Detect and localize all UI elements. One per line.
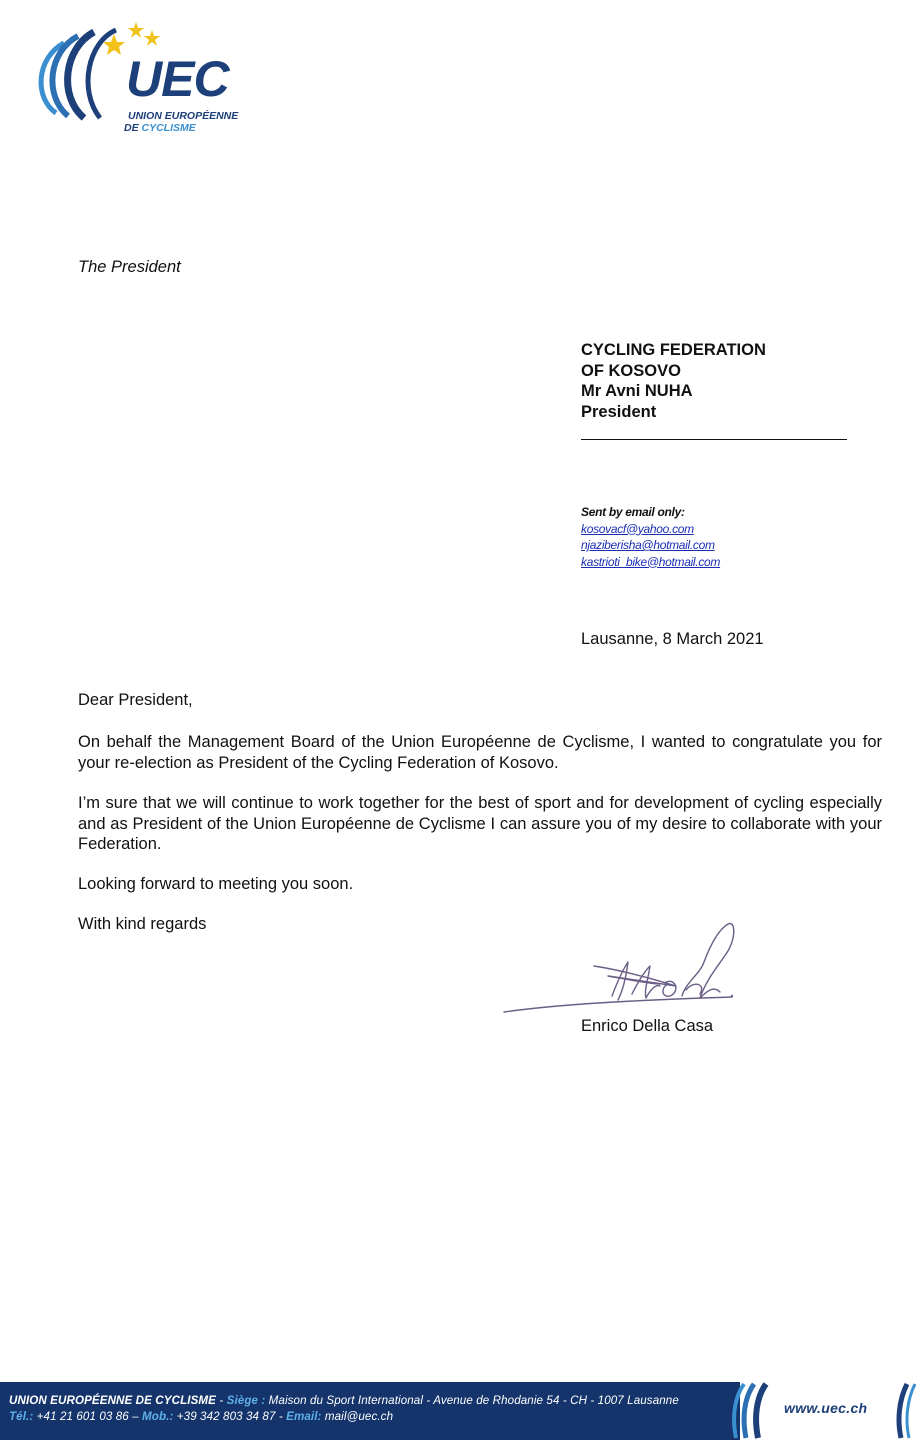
signature-dot: [731, 995, 733, 997]
closing-line: With kind regards: [78, 915, 207, 933]
email-link[interactable]: njaziberisha@hotmail.com: [581, 538, 715, 552]
email-link[interactable]: kastrioti_bike@hotmail.com: [581, 554, 721, 569]
star-icon: [144, 30, 160, 46]
signature-stroke: [612, 962, 628, 1000]
uec-logo: [26, 18, 266, 134]
signature-stroke: [686, 984, 702, 994]
swoosh-arc: [756, 1384, 766, 1438]
footer-seat-address: Maison du Sport International - Avenue de Rhodanie 54 - CH - 1007 Lausanne: [265, 1394, 679, 1407]
swoosh-arc: [907, 1384, 915, 1438]
swoosh-shape: [722, 1382, 740, 1440]
footer-email-label: Email:: [286, 1410, 322, 1423]
footer-email: mail@uec.ch: [321, 1410, 394, 1423]
signature-stroke: [594, 966, 676, 986]
logo-acronym: UEC: [126, 51, 229, 107]
addressee-block: [581, 340, 766, 422]
footer-line1: [9, 1394, 679, 1407]
footer-mob-label: Mob.:: [142, 1410, 174, 1423]
footer-swoosh-graphic: [722, 1382, 786, 1440]
place-date: Lausanne, 8 March 2021: [581, 630, 764, 648]
footer-org: UNION EUROPÉENNE DE CYCLISME: [9, 1394, 217, 1407]
sender-title: The President: [78, 258, 181, 276]
addressee-line: CYCLING FEDERATION: [581, 341, 766, 359]
email-label: Sent by email only:: [581, 505, 685, 519]
swoosh-arc: [899, 1384, 907, 1438]
handwritten-signature: [500, 920, 750, 1020]
logo-line2: [124, 123, 196, 134]
email-block: [581, 504, 720, 570]
addressee-line: OF KOSOVO: [581, 361, 681, 380]
addressee-underline: [581, 439, 847, 440]
salutation: Dear President,: [78, 691, 193, 709]
footer-edge-arc: [893, 1382, 917, 1440]
letterhead-footer: [0, 1382, 918, 1440]
footer-line2: [9, 1410, 393, 1423]
swoosh-arc: [744, 1384, 754, 1438]
logo-line2-prefix: DE: [124, 122, 139, 134]
footer-seat-label: Siège :: [226, 1394, 266, 1407]
closing-line: Looking forward to meeting you soon.: [78, 875, 354, 893]
signature-drawing: [500, 920, 750, 1020]
footer-tel: +41 21 601 03 86 –: [33, 1410, 143, 1423]
email-link[interactable]: kosovacf@yahoo.com: [581, 521, 694, 536]
footer-sep: -: [216, 1394, 227, 1407]
addressee-line: Mr Avni NUHA: [581, 382, 693, 400]
body-paragraph: On behalf the Management Board of the Union Européenne de Cyclisme, I wanted to congratulate you for your re-election as President of the Cycling Federation of Kosovo.: [78, 733, 882, 772]
footer-band: [0, 1382, 740, 1440]
body-paragraph: I’m sure that we will continue to work together for the best of sport and for development of cycling especially and as President of the Union Européenne de Cyclisme I can assure you of my desire to collaborate with your Federation.: [78, 794, 882, 853]
footer-mob: +39 342 803 34 87 -: [173, 1410, 287, 1423]
logo-line2-accent: CYCLISME: [141, 122, 196, 134]
footer-tel-label: Tél.:: [9, 1410, 34, 1423]
signer-name: Enrico Della Casa: [581, 1017, 714, 1035]
addressee-line: President: [581, 402, 657, 421]
star-icon: [128, 22, 144, 38]
footer-website[interactable]: www.uec.ch: [784, 1400, 868, 1416]
logo-line1: UNION EUROPÉENNE: [128, 110, 239, 122]
